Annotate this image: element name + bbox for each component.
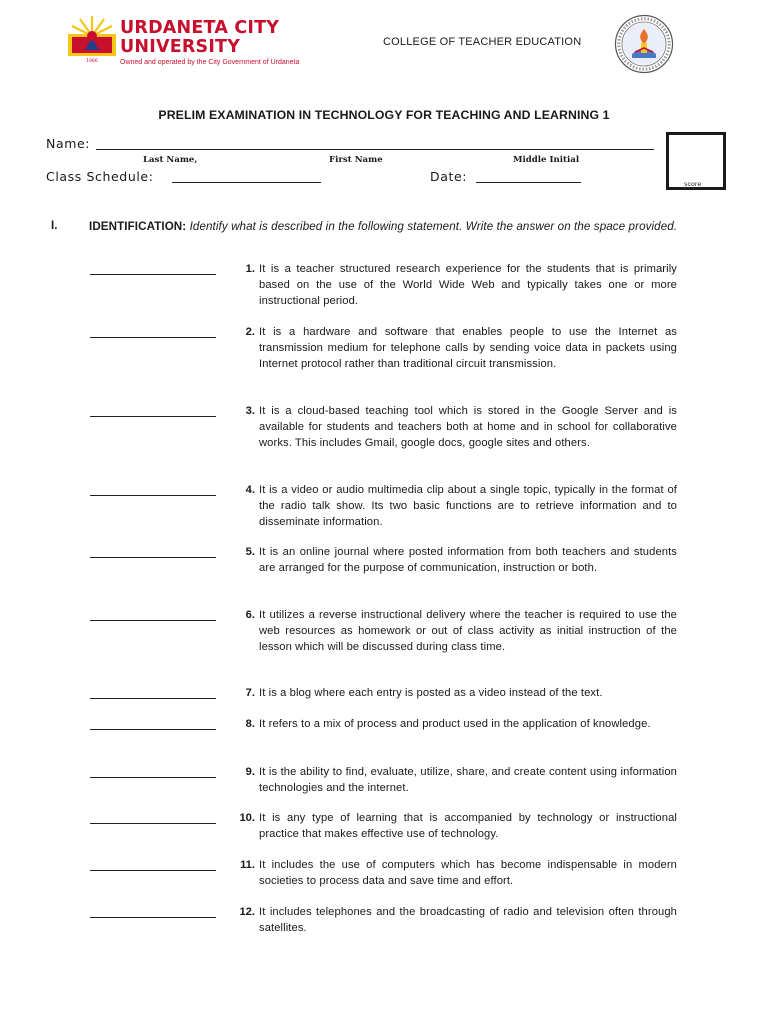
question-text: It includes the use of computers which has become indispensable in modern societies to process data and save time and effort. <box>259 859 677 887</box>
first-name-label: First Name <box>329 155 383 165</box>
question-text: It is an online journal where posted information from both teachers and students are arranged for the purpose of communication, instruction or both. <box>259 546 677 574</box>
question-text: It is a cloud-based teaching tool which is stored in the Google Server and is available for students and teachers both at home and in school for collaborative works. This includes Gmail, google docs, google sites and others. <box>259 405 677 449</box>
section-heading: IDENTIFICATION: <box>89 220 187 233</box>
question-number: 11. <box>240 859 255 871</box>
question-number: 12. <box>239 906 255 918</box>
university-name <box>120 19 279 57</box>
question-text: It includes telephones and the broadcasting of radio and television often through satellites. <box>259 906 677 934</box>
question-text: It is the ability to find, evaluate, utilize, share, and create content using information technologies and the internet. <box>259 766 677 794</box>
score-label: score <box>684 181 702 188</box>
answer-blank[interactable] <box>90 729 216 730</box>
question-text: It refers to a mix of process and product used in the application of knowledge. <box>259 718 651 730</box>
question-text: It is a teacher structured research experience for the students that is primarily based on the use of the World Wide Web and typically takes one or more instructional period. <box>259 263 677 307</box>
answer-blank[interactable] <box>90 777 216 778</box>
question-text: It is any type of learning that is accompanied by technology or instructional practice that makes effective use of technology. <box>259 812 677 840</box>
section-instructions <box>89 218 679 235</box>
section-instruction-text: Identify what is described in the following statement. Write the answer on the space provided. <box>189 220 678 233</box>
question-number: 8. <box>245 718 255 730</box>
answer-blank[interactable] <box>90 917 216 918</box>
university-logo-icon <box>66 14 118 64</box>
answer-blank[interactable] <box>90 870 216 871</box>
date-field[interactable] <box>476 182 581 183</box>
question-number: 6. <box>245 609 255 621</box>
answer-blank[interactable] <box>90 557 216 558</box>
university-name-line1: URDANETA CITY <box>120 18 280 38</box>
question-text: It is a blog where each entry is posted as a video instead of the text. <box>259 687 603 699</box>
last-name-label: Last Name, <box>143 155 198 165</box>
question-number: 2. <box>245 326 255 338</box>
date-label: Date: <box>430 169 468 184</box>
class-schedule-field[interactable] <box>172 182 321 183</box>
question-text: It is a video or audio multimedia clip about a single topic, typically in the format of the radio talk show. Its two basic functions are to retrieve information and to disseminate information. <box>259 484 677 528</box>
question-number: 1. <box>245 263 255 275</box>
answer-blank[interactable] <box>90 823 216 824</box>
name-field[interactable] <box>96 149 654 150</box>
answer-blank[interactable] <box>90 274 216 275</box>
question-text: It is a hardware and software that enables people to use the Internet as transmission medium for telephone calls by sending voice data in packets using Internet protocol rather than traditional circuit transmission. <box>259 326 677 370</box>
question-number: 10. <box>239 812 255 824</box>
class-schedule-label: Class Schedule: <box>46 169 154 184</box>
university-tagline: Owned and operated by the City Government of Urdaneta <box>120 59 300 66</box>
question-number: 9. <box>245 766 255 778</box>
university-name-line2: UNIVERSITY <box>120 37 241 57</box>
answer-blank[interactable] <box>90 495 216 496</box>
section-number: I. <box>51 220 58 232</box>
question-number: 5. <box>245 546 255 558</box>
college-name: COLLEGE OF TEACHER EDUCATION <box>383 36 582 48</box>
answer-blank[interactable] <box>90 337 216 338</box>
answer-blank[interactable] <box>90 416 216 417</box>
question-text: It utilizes a reverse instructional delivery where the teacher is required to use the web resources as homework or out of class activity as initial instruction of the lesson which will be discussed during class time. <box>259 609 677 653</box>
question-number: 3. <box>245 405 255 417</box>
question-number: 4. <box>245 484 255 496</box>
answer-blank[interactable] <box>90 698 216 699</box>
university-seal-icon <box>614 14 674 74</box>
middle-initial-label: Middle Initial <box>513 155 580 165</box>
name-label: Name: <box>46 136 91 151</box>
answer-blank[interactable] <box>90 620 216 621</box>
question-number: 7. <box>245 687 255 699</box>
logo-year: 1966 <box>86 59 98 64</box>
exam-title: PRELIM EXAMINATION IN TECHNOLOGY FOR TEACHING AND LEARNING 1 <box>158 108 610 122</box>
